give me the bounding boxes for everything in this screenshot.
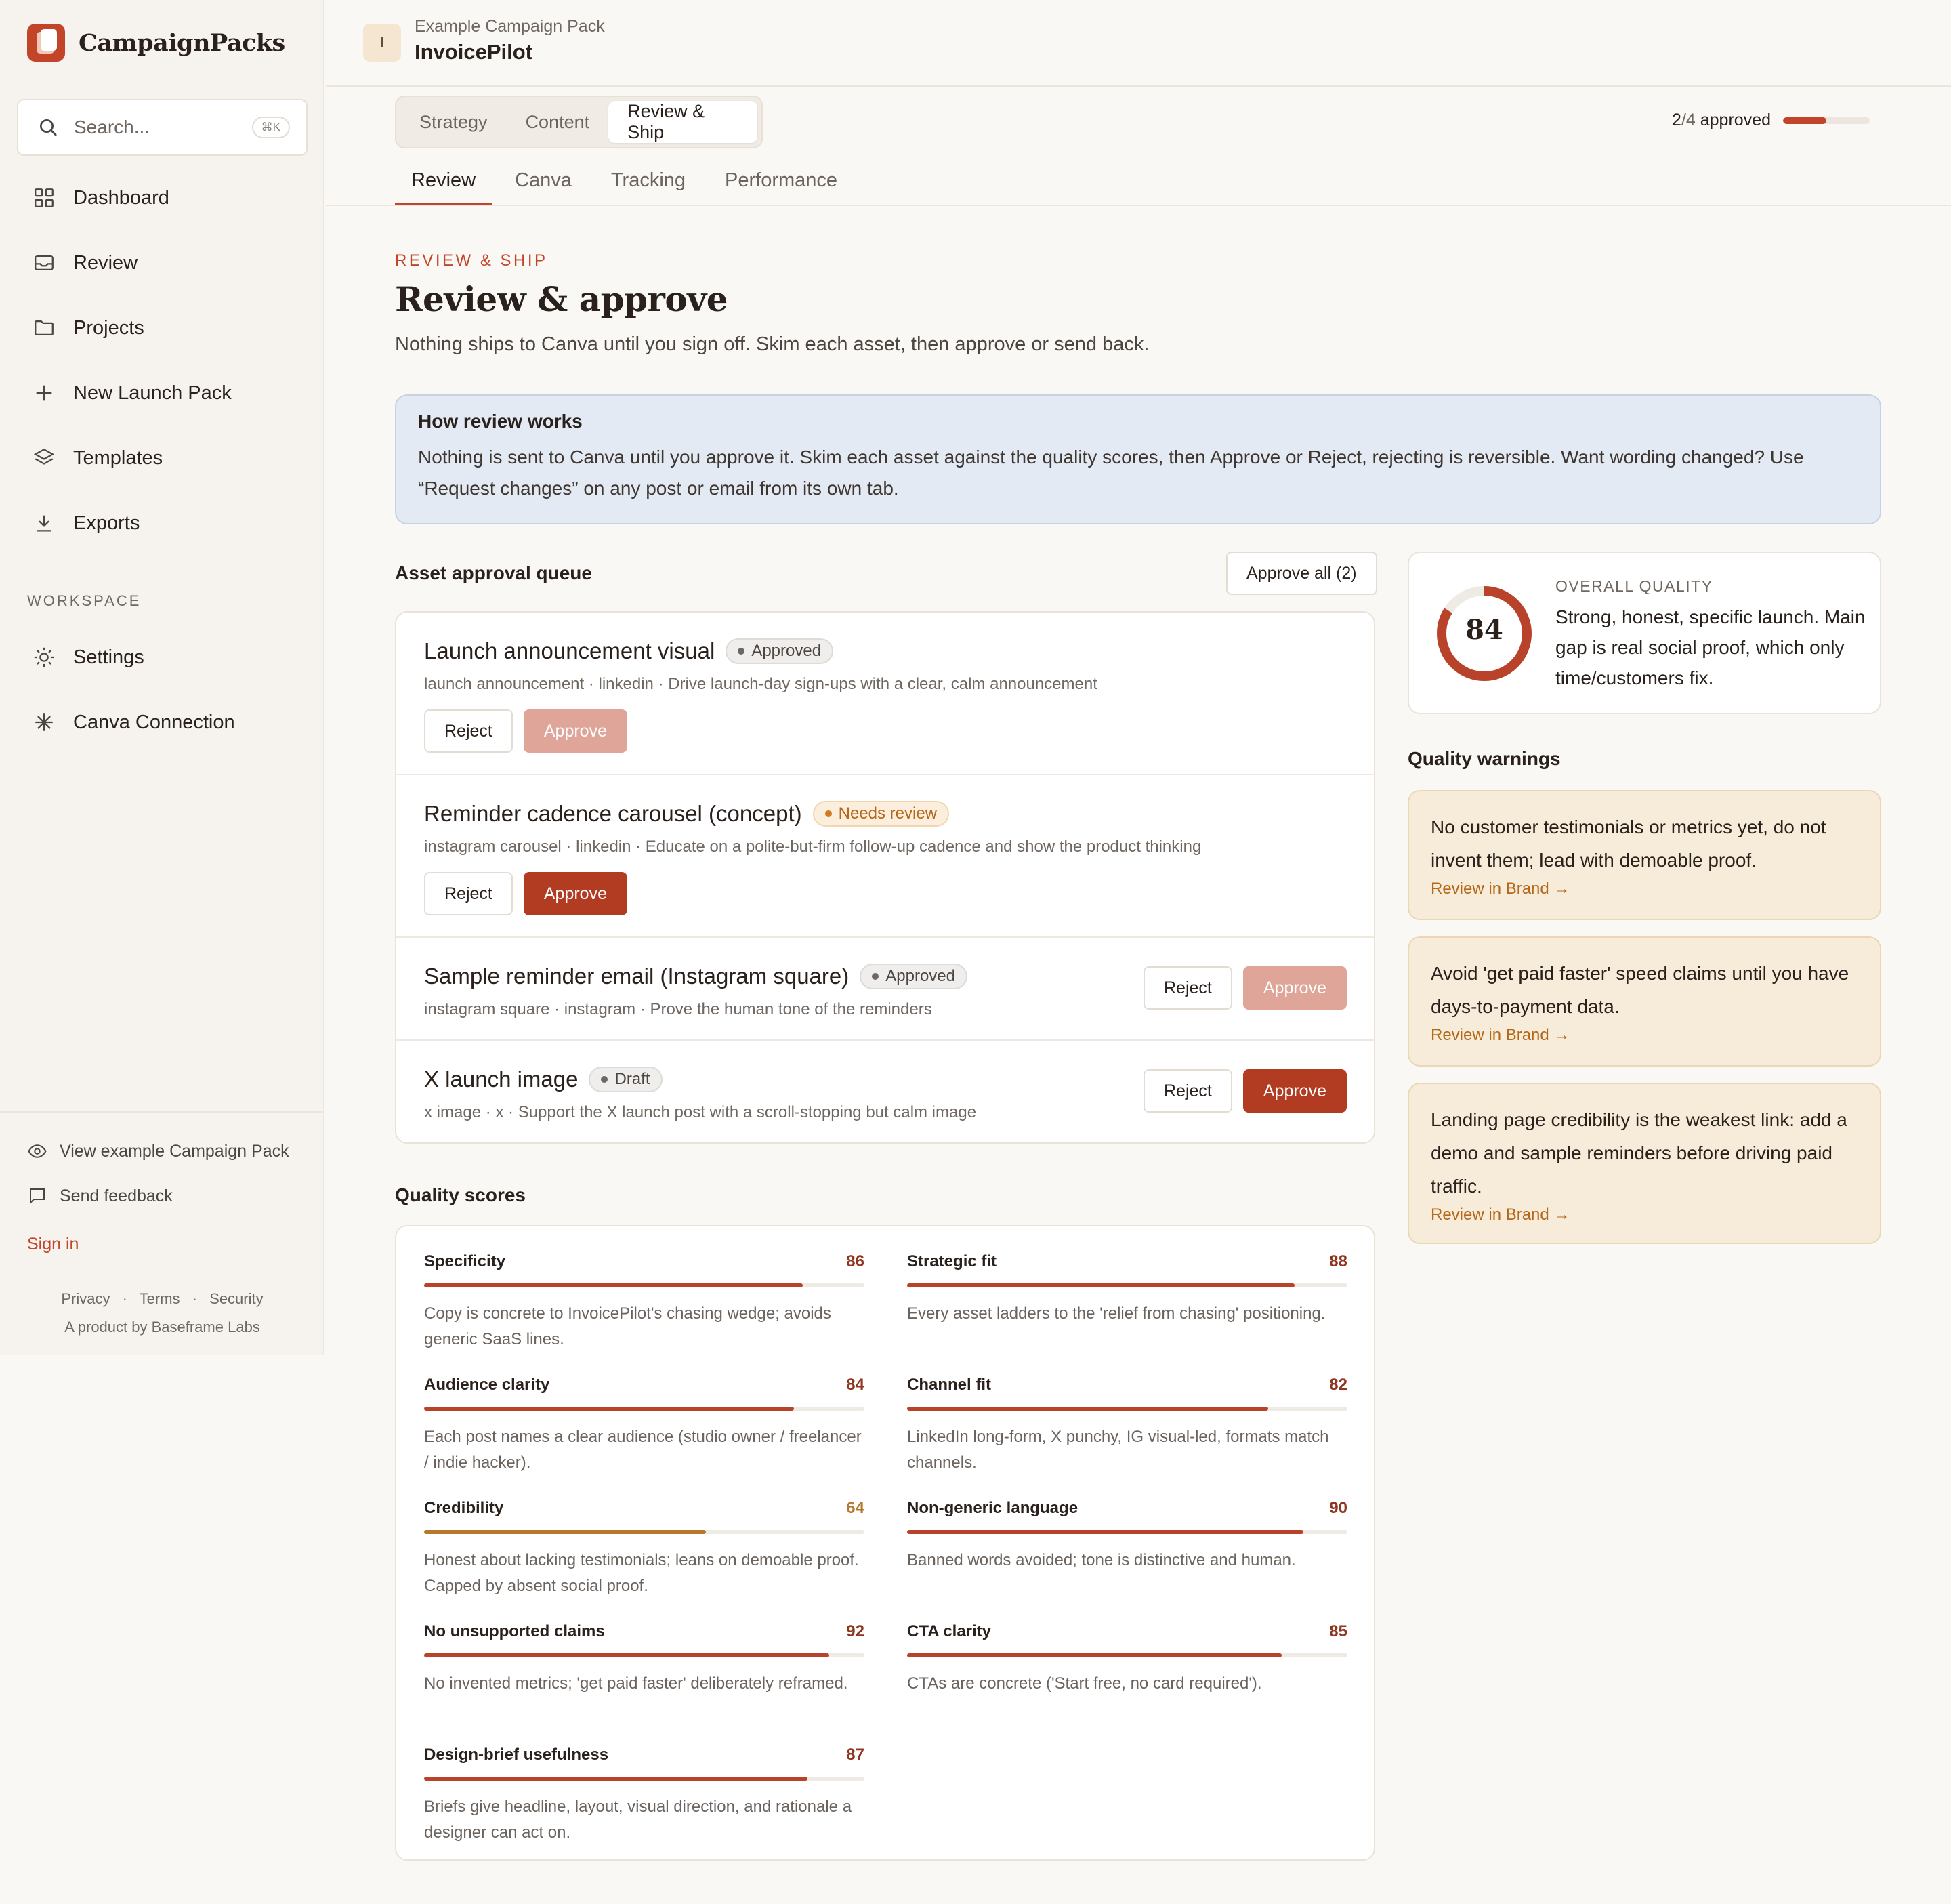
send-feedback-label: Send feedback bbox=[60, 1186, 173, 1205]
legal-links bbox=[0, 1290, 324, 1308]
queue-item-header bbox=[424, 801, 949, 827]
tab-strategy[interactable]: Strategy bbox=[419, 111, 488, 132]
progress-bar bbox=[1783, 117, 1870, 124]
quality-warnings-title: Quality warnings bbox=[1408, 748, 1561, 769]
workspace-section-label: WORKSPACE bbox=[27, 592, 142, 609]
search-placeholder: Search... bbox=[74, 117, 150, 138]
score-name: Specificity bbox=[424, 1252, 506, 1270]
subtab-review[interactable]: Review bbox=[395, 156, 492, 205]
score-bar bbox=[424, 1653, 864, 1657]
asset-title: X launch image bbox=[424, 1067, 579, 1092]
score-value: 85 bbox=[1329, 1622, 1347, 1640]
score-bar-fill bbox=[424, 1777, 807, 1781]
legal-separator: · bbox=[192, 1290, 198, 1307]
asset-actions bbox=[1144, 1069, 1347, 1113]
asset-title: Sample reminder email (Instagram square) bbox=[424, 964, 849, 989]
sidebar-footer-divider bbox=[0, 1111, 324, 1113]
info-callout-title: How review works bbox=[418, 411, 583, 432]
score-bar bbox=[424, 1530, 864, 1534]
score-name: CTA clarity bbox=[907, 1622, 992, 1640]
status-badge: Approved bbox=[726, 638, 833, 664]
inbox-icon bbox=[33, 251, 56, 274]
score-value: 82 bbox=[1329, 1375, 1347, 1394]
project-avatar: I bbox=[363, 24, 401, 62]
score-bar bbox=[424, 1283, 864, 1287]
grid-icon bbox=[33, 186, 56, 209]
score-item bbox=[907, 1375, 1347, 1476]
asset-meta: instagram square · instagram · Prove the human tone of the reminders bbox=[424, 1000, 932, 1018]
queue-item bbox=[396, 775, 1374, 938]
sidebar-item-projects[interactable] bbox=[33, 308, 144, 348]
folder-icon bbox=[33, 316, 56, 339]
page-title: Review & approve bbox=[395, 279, 728, 319]
asset-title: Launch announcement visual bbox=[424, 638, 715, 663]
privacy-link[interactable]: Privacy bbox=[61, 1290, 110, 1307]
approve-button[interactable]: Approve bbox=[1243, 1069, 1347, 1113]
score-description: CTAs are concrete ('Start free, no card required'). bbox=[907, 1674, 1262, 1693]
score-name: Channel fit bbox=[907, 1375, 991, 1394]
approval-progress bbox=[1672, 110, 1870, 130]
logo-icon bbox=[27, 24, 65, 62]
project-subtitle: Example Campaign Pack bbox=[415, 17, 605, 36]
score-item bbox=[424, 1622, 864, 1697]
score-description: Briefs give headline, layout, visual direction, and rationale a designer can act on. bbox=[424, 1798, 852, 1842]
layers-icon bbox=[33, 447, 56, 470]
asset-approval-queue bbox=[395, 611, 1375, 1144]
warning-card bbox=[1408, 1083, 1881, 1244]
sub-tabs bbox=[395, 156, 860, 205]
warning-card bbox=[1408, 936, 1881, 1067]
security-link[interactable]: Security bbox=[209, 1290, 264, 1307]
sidebar-item-templates[interactable] bbox=[33, 438, 163, 478]
overall-quality-label: OVERALL QUALITY bbox=[1555, 577, 1713, 595]
sidebar-item-label: Dashboard bbox=[73, 186, 169, 209]
warning-text: No customer testimonials or metrics yet, do not invent them; lead with demoable proof. bbox=[1431, 816, 1826, 871]
overall-quality-summary: Strong, honest, specific launch. Main gap is real social proof, which only time/customers fix. bbox=[1555, 606, 1866, 688]
sidebar-item-new-launch-pack[interactable] bbox=[33, 373, 232, 413]
reject-button[interactable]: Reject bbox=[1144, 1069, 1232, 1113]
score-item bbox=[907, 1622, 1347, 1697]
asset-meta: instagram carousel · linkedin · Educate on a polite-but-firm follow-up cadence and show the product thinking bbox=[424, 837, 1202, 856]
queue-item bbox=[396, 613, 1374, 775]
reject-button[interactable]: Reject bbox=[424, 709, 513, 753]
plus-icon bbox=[33, 381, 56, 405]
score-description: Honest about lacking testimonials; leans on demoable proof. Capped by absent social proof. bbox=[424, 1551, 859, 1595]
chat-bubble-icon bbox=[27, 1186, 47, 1206]
score-item bbox=[424, 1375, 864, 1476]
sign-in-link[interactable]: Sign in bbox=[27, 1235, 79, 1254]
search-shortcut: ⌘K bbox=[252, 117, 290, 138]
overall-quality-card bbox=[1408, 552, 1881, 714]
score-description: Banned words avoided; tone is distinctive and human. bbox=[907, 1551, 1296, 1569]
main-tabs bbox=[395, 96, 763, 148]
approve-button[interactable]: Approve bbox=[524, 872, 627, 915]
asset-actions bbox=[424, 872, 627, 915]
sidebar-item-label: Settings bbox=[73, 646, 144, 668]
asset-actions bbox=[1144, 966, 1347, 1010]
sidebar-item-label: Templates bbox=[73, 447, 163, 469]
queue-item bbox=[396, 938, 1374, 1041]
send-feedback-link[interactable] bbox=[27, 1186, 173, 1206]
tab-content[interactable]: Content bbox=[525, 111, 590, 132]
score-item bbox=[424, 1499, 864, 1599]
approved-count: 2 bbox=[1672, 110, 1681, 129]
app-name: CampaignPacks bbox=[79, 28, 285, 57]
sidebar-item-label: New Launch Pack bbox=[73, 381, 232, 404]
sidebar-item-label: Review bbox=[73, 251, 138, 274]
view-example-label: View example Campaign Pack bbox=[60, 1141, 289, 1161]
score-bar-fill bbox=[424, 1530, 706, 1534]
score-name: No unsupported claims bbox=[424, 1622, 605, 1640]
queue-item bbox=[396, 1041, 1374, 1144]
sidebar-item-dashboard[interactable] bbox=[33, 178, 169, 218]
score-bar-fill bbox=[424, 1407, 794, 1411]
terms-link[interactable]: Terms bbox=[139, 1290, 180, 1307]
score-item bbox=[907, 1252, 1347, 1327]
score-description: No invented metrics; 'get paid faster' deliberately reframed. bbox=[424, 1674, 848, 1693]
info-callout bbox=[395, 394, 1881, 524]
score-bar-fill bbox=[907, 1530, 1303, 1534]
subtab-performance[interactable]: Performance bbox=[725, 169, 838, 191]
status-badge: Approved bbox=[860, 964, 967, 989]
approve-all-button[interactable]: Approve all (2) bbox=[1226, 552, 1377, 595]
tab-review-ship[interactable]: Review & Ship bbox=[608, 101, 757, 143]
progress-bar-fill bbox=[1783, 117, 1826, 124]
review-in-brand-link[interactable]: Review in Brand → bbox=[1431, 879, 1570, 898]
eye-icon bbox=[27, 1141, 47, 1161]
reject-button[interactable]: Reject bbox=[1144, 966, 1232, 1010]
reject-button[interactable]: Reject bbox=[424, 872, 513, 915]
warning-text: Avoid 'get paid faster' speed claims until you have days-to-payment data. bbox=[1431, 963, 1849, 1017]
sidebar-item-canva-connection[interactable] bbox=[33, 702, 235, 743]
subtab-tracking[interactable]: Tracking bbox=[610, 169, 686, 191]
score-value: 92 bbox=[846, 1622, 864, 1640]
score-item bbox=[907, 1499, 1347, 1573]
approve-button[interactable]: Approve bbox=[1243, 966, 1347, 1010]
app-logo[interactable] bbox=[27, 24, 285, 62]
warning-card bbox=[1408, 790, 1881, 920]
approval-progress-text bbox=[1672, 110, 1771, 130]
sidebar bbox=[0, 0, 324, 1355]
sidebar-item-label: Canva Connection bbox=[73, 711, 235, 733]
search-input[interactable] bbox=[17, 99, 308, 156]
settings-sun-icon bbox=[33, 646, 56, 669]
score-value: 88 bbox=[1329, 1252, 1347, 1270]
project-title: InvoicePilot bbox=[415, 40, 532, 64]
score-bar bbox=[907, 1283, 1347, 1287]
queue-item-header bbox=[424, 638, 833, 664]
overall-score: 84 bbox=[1465, 614, 1503, 646]
score-bar bbox=[907, 1407, 1347, 1411]
score-name: Audience clarity bbox=[424, 1375, 550, 1394]
total-count: /4 bbox=[1681, 110, 1696, 129]
status-badge: Needs review bbox=[813, 801, 949, 827]
approved-label: approved bbox=[1700, 110, 1771, 129]
score-bar bbox=[907, 1530, 1347, 1534]
score-description: Each post names a clear audience (studio owner / freelancer / indie hacker). bbox=[424, 1428, 862, 1472]
download-icon bbox=[33, 512, 56, 535]
score-bar bbox=[907, 1653, 1347, 1657]
view-example-link[interactable] bbox=[27, 1141, 289, 1161]
project-header bbox=[326, 0, 1951, 87]
review-in-brand-link[interactable]: Review in Brand → bbox=[1431, 1026, 1570, 1044]
score-value: 86 bbox=[846, 1252, 864, 1270]
sidebar-item-review[interactable] bbox=[33, 243, 138, 283]
score-bar-fill bbox=[907, 1407, 1268, 1411]
asset-meta: launch announcement · linkedin · Drive launch-day sign-ups with a clear, calm announcement bbox=[424, 675, 1097, 693]
sidebar-item-settings[interactable] bbox=[33, 637, 144, 678]
quality-scores-card bbox=[395, 1225, 1375, 1861]
subtabs-divider bbox=[326, 205, 1951, 206]
score-value: 87 bbox=[846, 1745, 864, 1764]
sidebar-item-exports[interactable] bbox=[33, 503, 140, 543]
score-name: Strategic fit bbox=[907, 1252, 997, 1270]
score-description: LinkedIn long-form, X punchy, IG visual-led, formats match channels. bbox=[907, 1428, 1329, 1472]
status-badge: Draft bbox=[589, 1067, 662, 1092]
score-value: 90 bbox=[1329, 1499, 1347, 1517]
score-bar bbox=[424, 1777, 864, 1781]
queue-item-header bbox=[424, 1067, 663, 1092]
asset-title: Reminder cadence carousel (concept) bbox=[424, 801, 802, 826]
score-item bbox=[424, 1745, 864, 1846]
subtab-canva[interactable]: Canva bbox=[515, 169, 572, 191]
queue-item-header bbox=[424, 964, 967, 989]
score-description: Every asset ladders to the 'relief from chasing' positioning. bbox=[907, 1304, 1326, 1323]
page-lede: Nothing ships to Canva until you sign off. Skim each asset, then approve or send back. bbox=[395, 333, 1150, 355]
search-icon bbox=[37, 117, 59, 138]
sidebar-item-label: Projects bbox=[73, 316, 144, 339]
queue-title: Asset approval queue bbox=[395, 562, 592, 583]
review-in-brand-link[interactable]: Review in Brand → bbox=[1431, 1205, 1570, 1224]
approve-button[interactable]: Approve bbox=[524, 709, 627, 753]
score-bar bbox=[424, 1407, 864, 1411]
score-item bbox=[424, 1252, 864, 1352]
score-value: 64 bbox=[846, 1499, 864, 1517]
product-credit: A product by Baseframe Labs bbox=[64, 1319, 260, 1336]
score-name: Non-generic language bbox=[907, 1499, 1078, 1517]
page-eyebrow: REVIEW & SHIP bbox=[395, 251, 548, 270]
sparkle-icon bbox=[33, 711, 56, 734]
legal-separator: · bbox=[122, 1290, 127, 1307]
score-bar-fill bbox=[424, 1283, 803, 1287]
score-description: Copy is concrete to InvoicePilot's chasing wedge; avoids generic SaaS lines. bbox=[424, 1304, 831, 1348]
asset-meta: x image · x · Support the X launch post with a scroll-stopping but calm image bbox=[424, 1103, 977, 1121]
score-bar-fill bbox=[907, 1283, 1295, 1287]
score-name: Credibility bbox=[424, 1499, 504, 1517]
score-bar-fill bbox=[424, 1653, 829, 1657]
info-callout-body: Nothing is sent to Canva until you approve it. Skim each asset against the quality scores, then Approve or Reject, rejecting is reversible. Want wording changed? Use “Request changes” on any post or email from its own tab. bbox=[418, 447, 1804, 499]
score-value: 84 bbox=[846, 1375, 864, 1394]
score-name: Design-brief usefulness bbox=[424, 1745, 609, 1764]
quality-scores-title: Quality scores bbox=[395, 1184, 526, 1205]
asset-actions bbox=[424, 709, 627, 753]
sidebar-item-label: Exports bbox=[73, 512, 140, 534]
warning-text: Landing page credibility is the weakest link: add a demo and sample reminders before driving paid traffic. bbox=[1431, 1109, 1847, 1197]
score-bar-fill bbox=[907, 1653, 1282, 1657]
